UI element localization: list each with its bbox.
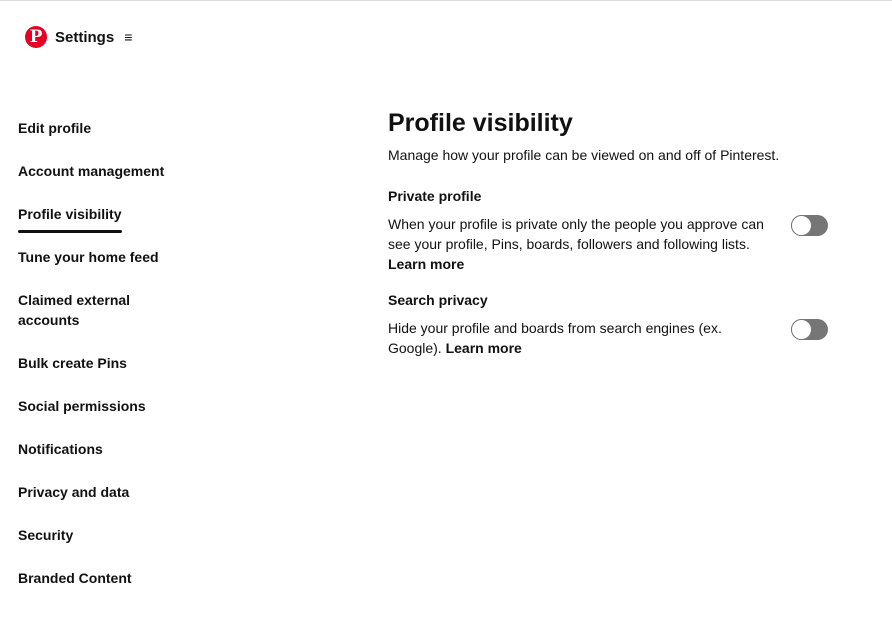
nav-branded-content[interactable]: Branded Content [18,570,132,586]
logo-glyph: P [29,27,43,47]
page-title: Settings [55,28,115,46]
nav-security[interactable]: Security [18,527,74,543]
nav-bulk-create-pins[interactable]: Bulk create Pins [18,355,127,371]
nav-claimed-external-accounts[interactable]: Claimed external accounts [18,292,131,328]
nav-social-permissions[interactable]: Social permissions [18,398,146,414]
learn-more-link[interactable]: Learn more [445,340,522,356]
nav-privacy-and-data[interactable]: Privacy and data [18,484,130,500]
section-description: Manage how your profile can be viewed on and off of Pinterest. [388,147,780,163]
private-profile-title: Private profile [388,188,482,204]
header [25,26,132,48]
learn-more-link[interactable]: Learn more [388,256,465,272]
nav-tune-home-feed[interactable]: Tune your home feed [18,249,159,265]
pinterest-logo[interactable] [25,26,47,48]
nav-account-management[interactable]: Account management [18,163,165,179]
search-privacy-text [388,318,778,358]
settings-nav [18,117,198,610]
nav-profile-visibility[interactable]: Profile visibility [18,203,198,225]
nav-edit-profile[interactable]: Edit profile [18,120,92,136]
private-profile-text [388,214,778,274]
private-profile-toggle[interactable] [791,215,828,236]
search-privacy-title: Search privacy [388,292,488,308]
private-profile-desc: When your profile is private only the people you approve can see your profile, Pins, boards, followers and following lists. [388,216,764,252]
search-privacy-row [388,318,828,358]
nav-notifications[interactable]: Notifications [18,441,103,457]
private-profile-row [388,214,828,274]
section-heading: Profile visibility [388,109,573,137]
menu-icon[interactable]: ≡ [124,29,133,45]
main-content [388,109,828,376]
search-privacy-desc: Hide your profile and boards from search engines (ex. Google). [388,320,722,356]
search-privacy-toggle[interactable] [791,319,828,340]
